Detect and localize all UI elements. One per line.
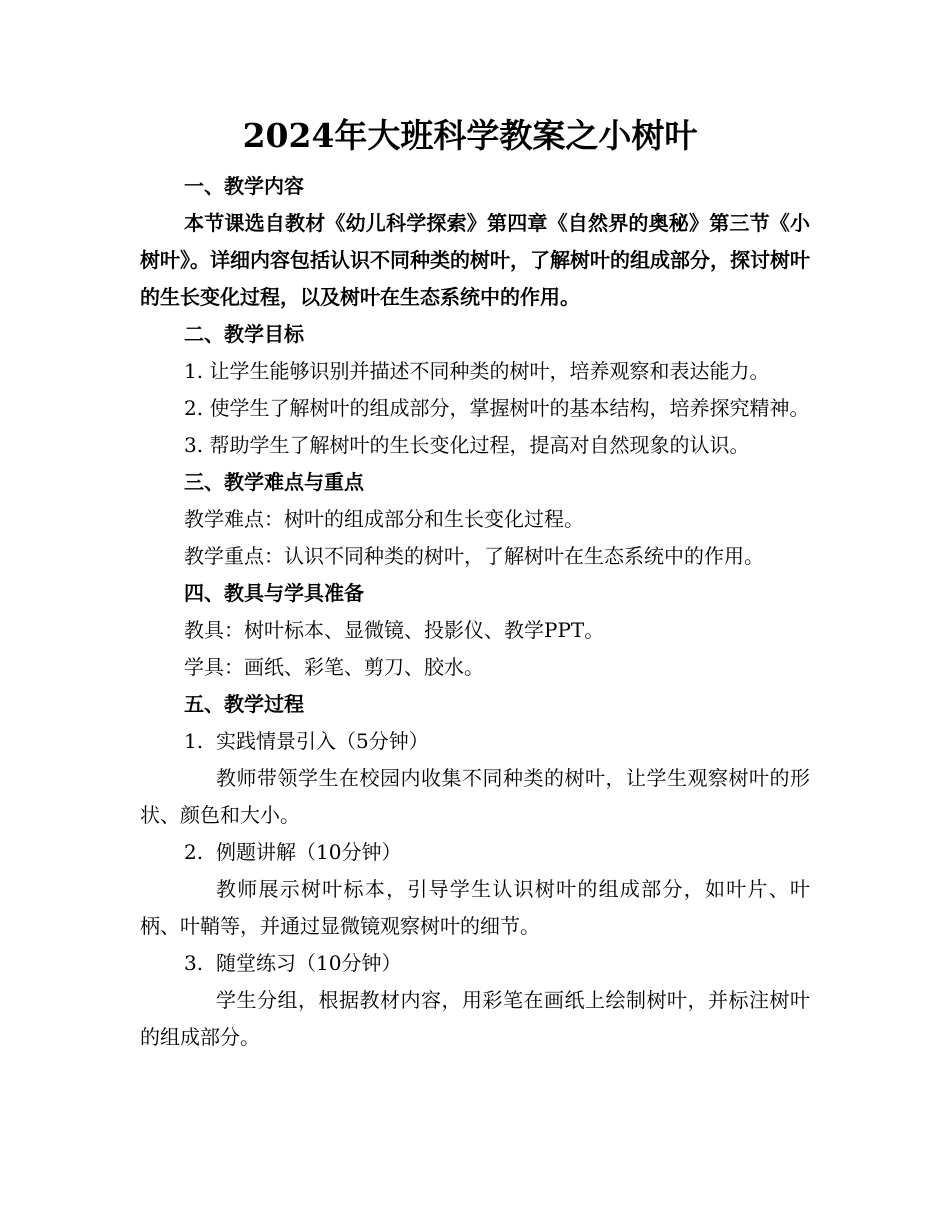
step-number: 2. bbox=[184, 840, 204, 864]
document-title: 2024年大班科学教案之小树叶 bbox=[242, 116, 698, 155]
goal-text: 帮助学生了解树叶的生长变化过程，提高对自然现象的认识。 bbox=[209, 433, 750, 457]
process-step bbox=[140, 723, 810, 760]
goal-number: 2. bbox=[184, 396, 204, 420]
process-step bbox=[140, 945, 810, 982]
step-number: 1. bbox=[184, 729, 204, 753]
step-label: 例题讲解（10分钟） bbox=[216, 840, 402, 864]
teacher-tools-line: 教具：树叶标本、显微镜、投影仪、教学PPT。 bbox=[184, 618, 605, 642]
step-number: 3. bbox=[184, 951, 204, 975]
section-heading-goals: 二、教学目标 bbox=[184, 322, 304, 346]
key-point-line: 教学重点：认识不同种类的树叶，了解树叶在生态系统中的作用。 bbox=[184, 544, 764, 568]
section-heading-content: 一、教学内容 bbox=[184, 174, 304, 198]
goal-item bbox=[140, 353, 810, 390]
step-label: 随堂练习（10分钟） bbox=[216, 951, 402, 975]
step-detail: 教师带领学生在校园内收集不同种类的树叶，让学生观察树叶的形状、颜色和大小。 bbox=[140, 766, 810, 827]
student-tools-line: 学具：画纸、彩笔、剪刀、胶水。 bbox=[184, 655, 484, 679]
goal-text: 让学生能够识别并描述不同种类的树叶，培养观察和表达能力。 bbox=[209, 359, 770, 383]
step-detail: 学生分组，根据教材内容，用彩笔在画纸上绘制树叶，并标注树叶的组成部分。 bbox=[140, 988, 810, 1049]
content-paragraph: 本节课选自教材《幼儿科学探索》第四章《自然界的奥秘》第三节《小树叶》。详细内容包括认识不同种类的树叶，了解树叶的组成部分，探讨树叶的生长变化过程，以及树叶在生态系统中的作用。 bbox=[140, 211, 810, 309]
goal-number: 3. bbox=[184, 433, 204, 457]
step-label: 实践情景引入（5分钟） bbox=[216, 729, 429, 753]
step-detail: 教师展示树叶标本，引导学生认识树叶的组成部分，如叶片、叶柄、叶鞘等，并通过显微镜观察树叶的细节。 bbox=[140, 877, 810, 938]
section-heading-tools: 四、教具与学具准备 bbox=[184, 581, 364, 605]
goal-text: 使学生了解树叶的组成部分，掌握树叶的基本结构，培养探究精神。 bbox=[209, 396, 810, 420]
process-step bbox=[140, 834, 810, 871]
goal-item bbox=[140, 427, 810, 464]
document-page bbox=[140, 108, 810, 1056]
section-heading-focus: 三、教学难点与重点 bbox=[184, 470, 364, 494]
goal-item bbox=[140, 390, 810, 427]
goal-number: 1. bbox=[184, 359, 204, 383]
difficulty-line: 教学难点：树叶的组成部分和生长变化过程。 bbox=[184, 507, 584, 531]
section-heading-process: 五、教学过程 bbox=[184, 692, 304, 716]
